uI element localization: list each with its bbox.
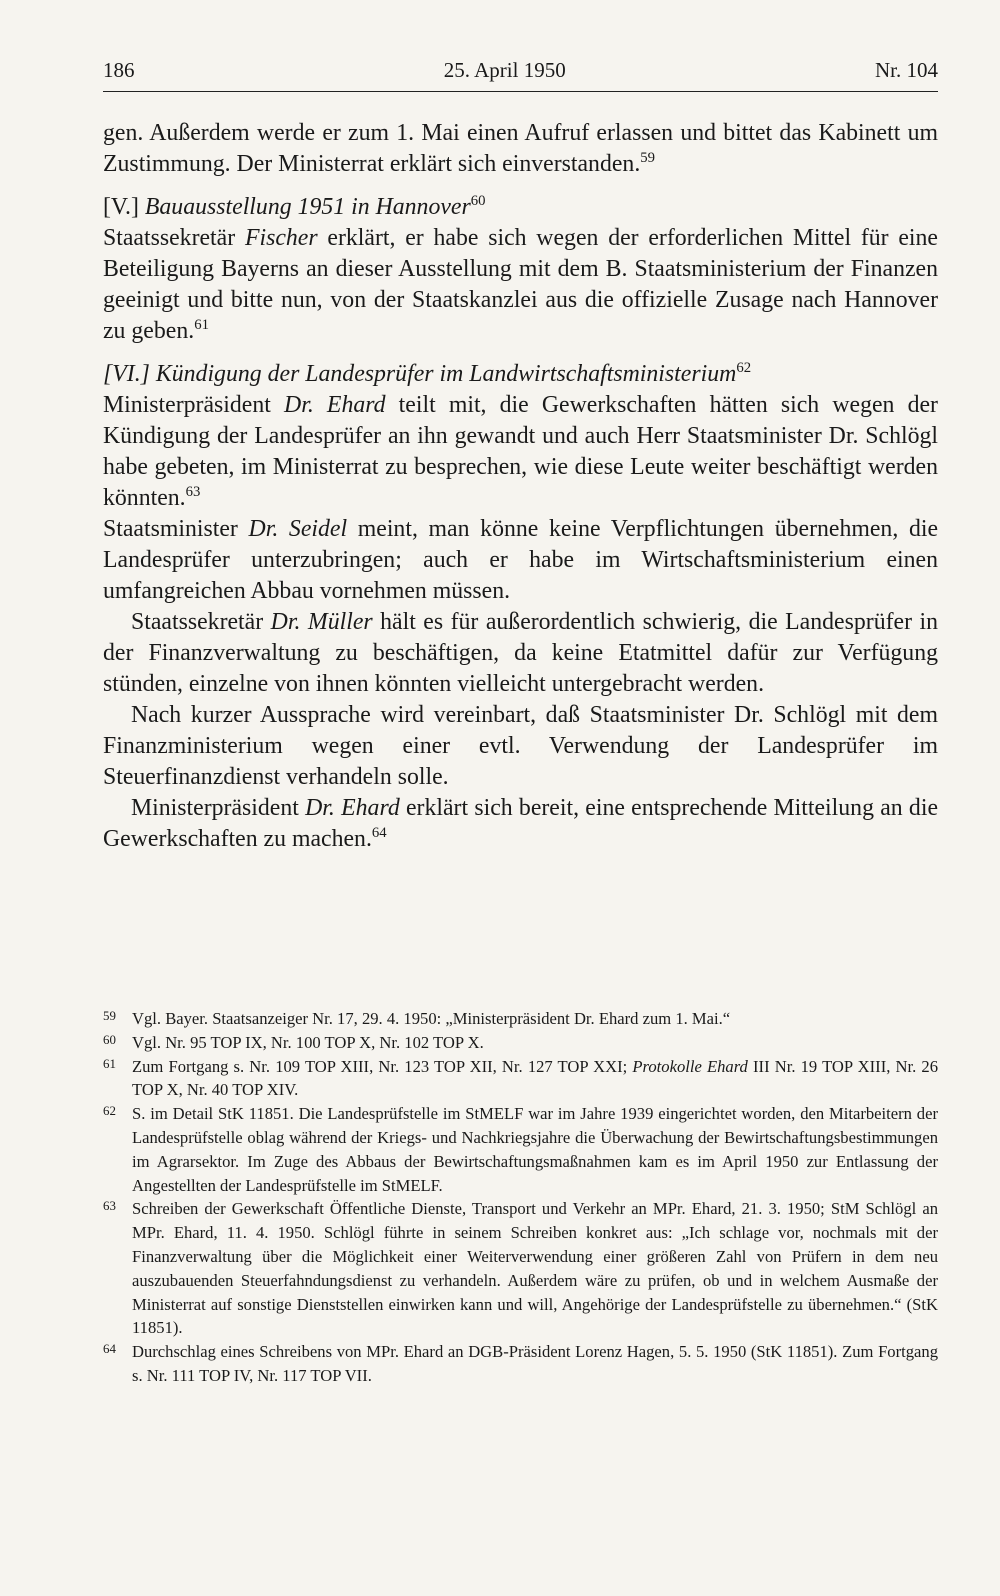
paragraph-text: Staatssekretär bbox=[103, 225, 236, 251]
footnote-number: 63 bbox=[103, 1198, 116, 1214]
paragraph-text: meint, man könne keine Verpflichtungen übernehmen, die Landesprüfer unterzubringen; auch er habe im Wirtschaftsministerium einen umfangreichen Abbau vornehmen müssen. bbox=[103, 516, 939, 604]
footnote-number: 61 bbox=[103, 1055, 116, 1071]
running-header bbox=[103, 58, 938, 92]
footnote-italic: Protokolle Ehard bbox=[632, 1056, 748, 1076]
speaker-name: Dr. Ehard bbox=[305, 795, 400, 821]
footnote-ref[interactable]: 59 bbox=[640, 150, 656, 167]
footnote-text: Vgl. Bayer. Staatsanzeiger Nr. 17, 29. 4. 1950: „Ministerpräsident Dr. Ehard zum 1. Mai.“ bbox=[132, 1009, 731, 1028]
paragraph-text: Staatssekretär bbox=[131, 609, 264, 635]
footnote-number: 64 bbox=[103, 1341, 116, 1357]
footnote-number: 62 bbox=[103, 1103, 116, 1119]
paragraph bbox=[103, 223, 938, 347]
footnote-60 bbox=[103, 1031, 938, 1055]
footnote-ref[interactable]: 62 bbox=[736, 360, 752, 377]
footnotes bbox=[103, 1007, 938, 1388]
document-number: Nr. 104 bbox=[874, 58, 938, 82]
footnote-64 bbox=[103, 1340, 938, 1388]
paragraph-text: hält es für außerordentlich schwierig, die Landesprüfer in der Finanzverwaltung zu beschäftigen, da keine Etatmittel dafür zur Verfügung stünden, einzelne von ihnen könnten vielleicht untergebracht werden. bbox=[103, 609, 938, 697]
footnote-ref[interactable]: 64 bbox=[371, 825, 387, 842]
footnote-text: S. im Detail StK 11851. Die Landesprüfstelle im StMELF war im Jahre 1939 eingerichtet worden, den Mitarbeitern der Landesprüfstelle oblag während der Kriegs- und Nachkriegsjahre die Überwachung der Bewirtschaftungsbestimmungen im Agrarsektor. Im Zuge des Abbaus der Bewirtschaftungsmaßnahmen kam es im April 1950 zur Entlassung der Angestellten der Landesprüfstelle im StMELF. bbox=[132, 1104, 938, 1195]
footnote-ref[interactable]: 63 bbox=[185, 484, 201, 501]
section-title: Bauausstellung 1951 in Hannover bbox=[144, 194, 471, 220]
speaker-name: Dr. Seidel bbox=[248, 516, 348, 542]
footnote-62 bbox=[103, 1102, 938, 1197]
footnote-text: Vgl. Nr. 95 TOP IX, Nr. 100 TOP X, Nr. 102 TOP X. bbox=[132, 1032, 484, 1052]
footnote-59 bbox=[103, 1007, 938, 1031]
header-date: 25. April 1950 bbox=[443, 58, 566, 82]
paragraph bbox=[103, 118, 938, 180]
footnote-ref[interactable]: 61 bbox=[194, 317, 209, 334]
paragraph bbox=[103, 514, 938, 607]
paragraph bbox=[103, 607, 938, 700]
paragraph-text: gen. Außerdem werde er zum 1. Mai einen Aufruf erlassen und bittet das Kabinett um Zustimmung. Der Ministerrat erklärt sich einverstanden. bbox=[103, 120, 938, 177]
speaker-name: Dr. Müller bbox=[270, 609, 373, 635]
section-heading-v bbox=[103, 192, 938, 223]
page bbox=[103, 58, 938, 855]
section-title: [VI.] Kündigung der Landesprüfer im Landwirtschaftsministerium bbox=[103, 361, 737, 387]
paragraph-text: Staatsminister bbox=[103, 516, 238, 542]
page-number: 186 bbox=[103, 58, 135, 82]
paragraph-text: teilt mit, die Gewerkschaften hätten sich wegen der Kündigung der Landesprüfer an ihn gewandt und auch Herr Staatsminister Dr. Schlögl habe gebeten, im Ministerrat zu besprechen, wie diese Leute weiter beschäftigt werden könnten. bbox=[103, 392, 938, 511]
section-heading-vi bbox=[103, 359, 938, 390]
speaker-name: Fischer bbox=[244, 225, 318, 251]
body-text bbox=[103, 118, 938, 855]
footnote-number: 60 bbox=[103, 1031, 116, 1047]
paragraph-text: Ministerpräsident bbox=[103, 392, 271, 418]
footnote-text bbox=[132, 1055, 938, 1103]
footnote-text-part: III Nr. 19 TOP XIII, Nr. 26 TOP X, Nr. 40 TOP XIV. bbox=[132, 1056, 939, 1100]
footnote-text: Schreiben der Gewerkschaft Öffentliche Dienste, Transport und Verkehr an MPr. Ehard, 21. 3. 1950; StM Schlögl an MPr. Ehard, 11. 4. 1950. Schlögl führte in seinem Schreiben konkret aus: „Ich schlage vor, nochmals mit der Finanzverwaltung über die Möglichkeit einer Weiterverwendung einer größeren Zahl von Prüfern in dem neu auszubauenden Steuerfahndungsdienst zu verhandeln. Außerdem wäre zu prüfen, ob und in welchem Ausmaße der Ministerrat auf sonstige Dienststellen einwirken kann und will, Angehörige der Landesprüfstelle zu übernehmen.“ (StK 11851). bbox=[132, 1199, 938, 1338]
paragraph bbox=[103, 793, 938, 855]
paragraph-text: erklärt, er habe sich wegen der erforderlichen Mittel für eine Beteiligung Bayerns an dieser Ausstellung mit dem B. Staatsministerium der Finanzen geeinigt und bitte nun, von der Staatskanzlei aus die offizielle Zusage nach Hannover zu geben. bbox=[103, 225, 938, 344]
paragraph-text: erklärt sich bereit, eine entsprechende Mitteilung an die Gewerkschaften zu machen. bbox=[103, 795, 939, 852]
section-number: [V.] bbox=[103, 194, 139, 220]
footnote-number: 59 bbox=[103, 1008, 116, 1023]
footnote-61 bbox=[103, 1055, 938, 1103]
footnote-text: Durchschlag eines Schreibens von MPr. Ehard an DGB-Präsident Lorenz Hagen, 5. 5. 1950 (StK 11851). Zum Fortgang s. Nr. 111 TOP IV, Nr. 117 TOP VII. bbox=[132, 1342, 938, 1385]
paragraph bbox=[103, 390, 938, 514]
paragraph: Nach kurzer Aussprache wird vereinbart, daß Staatsminister Dr. Schlögl mit dem Finanzministerium wegen einer evtl. Verwendung der Landesprüfer im Steuerfinanzdienst verhandeln solle. bbox=[103, 702, 938, 790]
footnote-ref[interactable]: 60 bbox=[470, 193, 486, 210]
paragraph-text: Ministerpräsident bbox=[131, 795, 299, 821]
speaker-name: Dr. Ehard bbox=[284, 392, 386, 418]
footnote-text-part: Zum Fortgang s. Nr. 109 TOP XIII, Nr. 123 TOP XII, Nr. 127 TOP XXI; bbox=[132, 1056, 628, 1076]
footnote-63 bbox=[103, 1197, 938, 1340]
